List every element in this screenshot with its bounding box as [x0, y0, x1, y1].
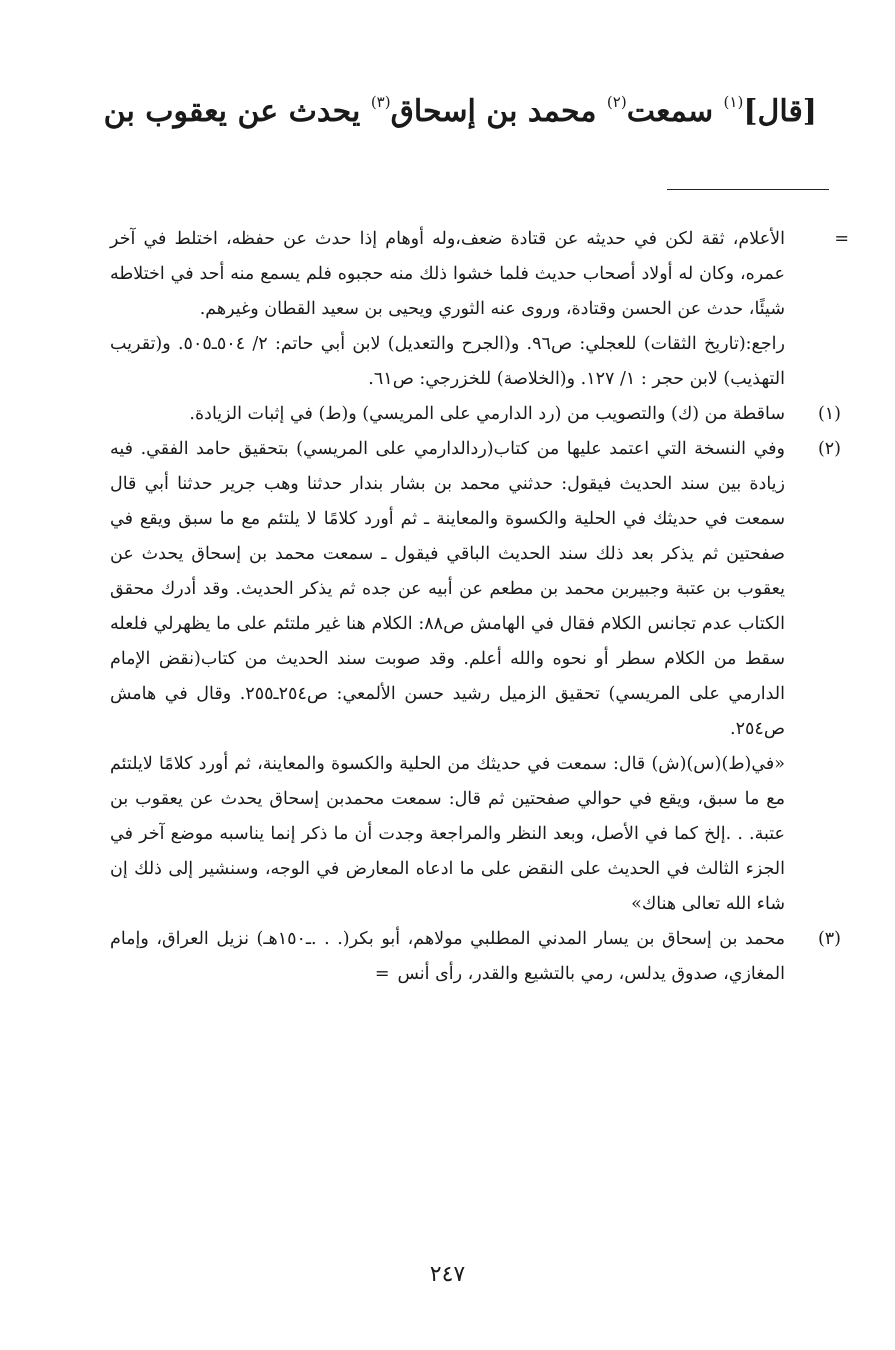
footnote-marker-2: (٢)	[606, 93, 627, 111]
page-number: ٢٤٧	[429, 1262, 466, 1287]
footnote-1	[110, 397, 841, 432]
footnote-number: (٢)	[817, 439, 841, 459]
footnote-2	[110, 432, 841, 922]
footnote-separator	[667, 189, 829, 190]
main-text-segment: سمعت	[626, 94, 724, 129]
footnote-quotation: «في(ط)(س)(ش) قال: سمعت في حديثك من الحلية والكسوة والمعاينة، ثم أورد كلامًا لايلتئم مع ما سبق، ويقع في حوالي صفحتين ثم قال: سمعت محمدبن إسحاق يحدث عن يعقوب بن عتبة. . .إلخ كما في الأصل، وبعد النظر والمراجعة وجدت أن ما ذكر إنما يناسبه موضع آخر في الجزء الثالث في الحديث على النقض على ما ادعاه المعارض في الوجه، وسنشير إلى ذلك إن شاء الله تعالى هناك»	[110, 754, 785, 914]
footnote-text: ساقطة من (ك) والتصويب من (رد الدارمي على المريسي) و(ط) في إثبات الزيادة.	[189, 404, 785, 424]
main-text-segment: محمد بن إسحاق	[390, 94, 607, 129]
continuation-paragraph: راجع:(تاريخ الثقات) للعجلي: ص٩٦. و(الجرح والتعديل) لابن أبي حاتم: ٢/ ٥٠٤ـ٥٠٥. و(تقريب التهذيب) لابن حجر : ١/ ١٢٧. و(الخلاصة) للخزرجي: ص٦١.	[110, 334, 785, 389]
continuation-paragraph: الأعلام، ثقة لكن في حديثه عن قتادة ضعف،وله أوهام إذا حدث عن حفظه، اختلط في آخر عمره، وكان له أولاد أصحاب حديث فلما خشوا ذلك منه حجبوه فلم يسمع منه أحد في اختلاطه شيئًا، حدث عن الحسن وقتادة، وروى عنه الثوري ويحيى بن سعيد القطان وغيرهم.	[110, 229, 785, 319]
main-text-line	[103, 72, 817, 142]
main-text-segment: يحدث عن يعقوب بن	[103, 94, 371, 129]
continuation-mark: =	[834, 229, 849, 249]
footnote-marker-1: (١)	[723, 93, 744, 111]
footnote-number: (٣)	[817, 929, 841, 949]
footnote-paragraph: وفي النسخة التي اعتمد عليها من كتاب(ردالدارمي على المريسي) بتحقيق حامد الفقي. فيه زيادة بين سند الحديث فيقول: حدثني محمد بن بشار بندار حدثنا وهب جرير حدثنا أبي قال سمعت في حديثك في الحلية والكسوة والمعاينة ـ ثم أورد كلامًا لا يلتئم مع ما سبق ويقع في صفحتين ثم يذكر بعد ذلك سند الحديث الباقي فيقول ـ سمعت محمد بن إسحاق يحدث عن يعقوب بن عتبة وجبيربن محمد بن مطعم عن أبيه عن جده ثم يذكر الحديث. وقد أدرك محقق الكتاب عدم تجانس الكلام فقال في الهامش ص٨٨: الكلام هنا غير ملتئم على ما يظهرلي فلعله سقط من الكلام سطر أو نحوه والله أعلم. وقد صوبت سند الحديث من كتاب(نقض الإمام الدارمي على المريسي) تحقيق الزميل رشيد حسن الألمعي: ص٢٥٤ـ٢٥٥. وقال في هامش ص٢٥٤.	[110, 439, 785, 739]
bracket-word: [قال]	[743, 94, 817, 129]
footnotes	[110, 222, 849, 992]
footnote-3	[110, 922, 841, 992]
footnote-marker-3: (٣)	[370, 93, 391, 111]
continued-mark: =	[374, 964, 390, 984]
footnote-text-body: محمد بن إسحاق بن يسار المدني المطلبي مولاهم، أبو بكر(. . .ـ١٥٠هـ) نزيل العراق، وإمام المغازي، صدوق يدلس، رمي بالتشيع والقدر، رأى أنس	[110, 929, 785, 984]
footnote-text	[110, 922, 785, 992]
footnote-continuation	[110, 222, 849, 397]
footnote-number: (١)	[817, 404, 841, 424]
